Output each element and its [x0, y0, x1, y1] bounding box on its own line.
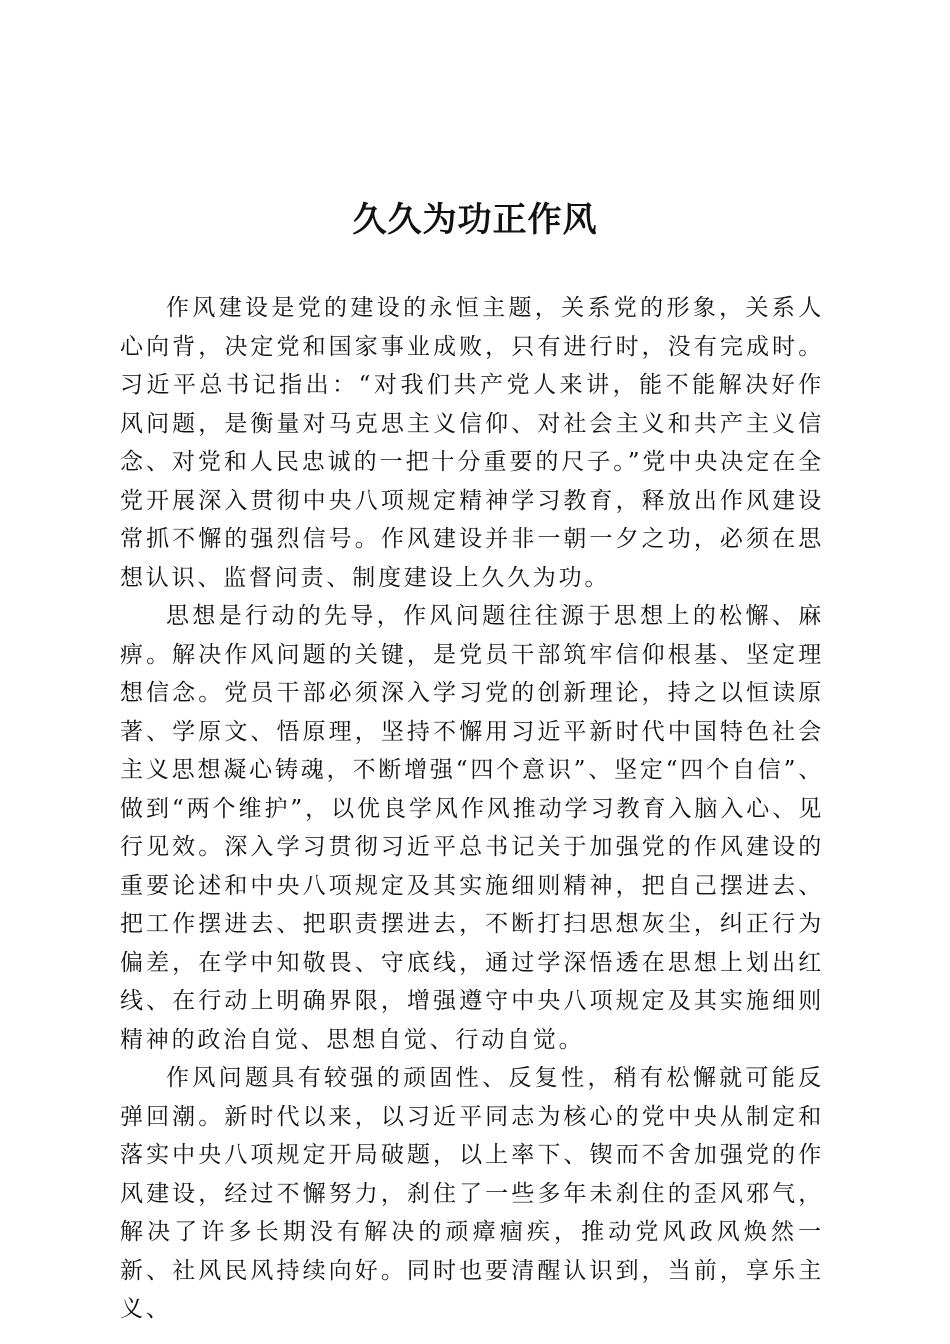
document-title: 久久为功正作风: [352, 200, 598, 240]
paragraph-1: 作风建设是党的建设的永恒主题，关系党的形象，关系人心向背，决定党和国家事业成败，只有进行时，没有完成时。习近平总书记指出：“对我们共产党人来讲，能不能解决好作风问题，是衡量对马克思主义信仰、对社会主义和共产主义信念、对党和人民忠诚的一把十分重要的尺子。”党中央决定在全党开展深入贯彻中央八项规定精神学习教育，释放出作风建设常抓不懈的强烈信号。作风建设并非一朝一夕之功，必须在思想认识、监督问责、制度建设上久久为功。: [120, 295, 824, 591]
paragraph-3: 作风问题具有较强的顽固性、反复性，稍有松懈就可能反弹回潮。新时代以来，以习近平同志为核心的党中央从制定和落实中央八项规定开局破题，以上率下、锲而不舍加强党的作风建设，经过不懈努力，刹住了一些多年未刹住的歪风邪气，解决了许多长期没有解决的顽瘴痼疾，推动党风政风焕然一新、社风民风持续向好。同时也要清醒认识到，当前，享乐主义、: [120, 1065, 824, 1322]
document-body: [120, 289, 824, 1329]
paragraph-2: 思想是行动的先导，作风问题往往源于思想上的松懈、麻痹。解决作风问题的关键，是党员干部筑牢信仰根基、坚定理想信念。党员干部必须深入学习党的创新理论，持之以恒读原著、学原文、悟原理，坚持不懈用习近平新时代中国特色社会主义思想凝心铸魂，不断增强“四个意识”、坚定“四个自信”、做到“两个维护”，以优良学风作风推动学习教育入脑入心、见行见效。深入学习贯彻习近平总书记关于加强党的作风建设的重要论述和中央八项规定及其实施细则精神，把自己摆进去、把工作摆进去、把职责摆进去，不断打扫思想灰尘，纠正行为偏差，在学中知敬畏、守底线，通过学深悟透在思想上划出红线、在行动上明确界限，增强遵守中央八项规定及其实施细则精神的政治自觉、思想自觉、行动自觉。: [120, 603, 824, 1053]
